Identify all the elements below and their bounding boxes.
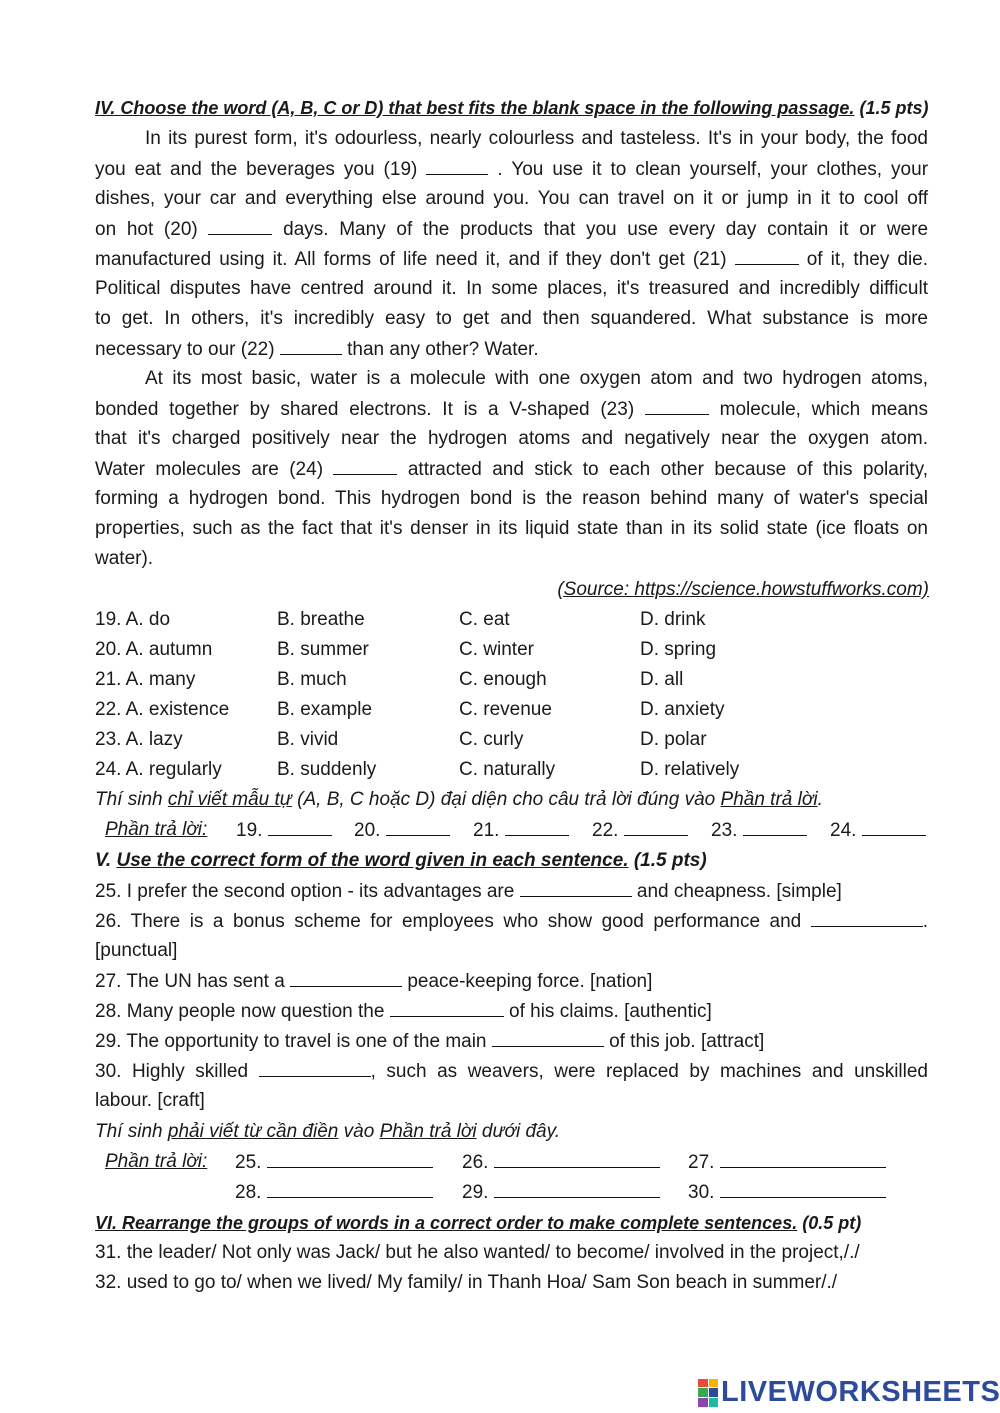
passage-line-12: Water molecules are (24) attracted and stick to each other because of this polarity,: [95, 459, 928, 480]
item-26-hint: [punctual]: [95, 940, 178, 961]
logo-text: LIVEWORKSHEETS: [721, 1376, 1000, 1408]
liveworksheets-logo[interactable]: [698, 1376, 1000, 1409]
logo-grid-icon: [698, 1379, 718, 1407]
question-21-d: D. all: [640, 669, 684, 690]
question-22-d: D. anxiety: [640, 699, 725, 720]
item-28: 28. Many people now question the of his claims. [authentic]: [95, 1001, 712, 1022]
passage-line-9: At its most basic, water is a molecule with one oxygen atom and two hydrogen atoms,: [145, 368, 928, 389]
question-20-a: 20. A. autumn: [95, 639, 213, 660]
item-27: 27. The UN has sent a peace-keeping force. [nation]: [95, 971, 653, 992]
answer-22: 22.: [592, 819, 688, 842]
passage-line-7: to get. In others, it's incredibly easy to get and then squandered. What substance is more: [95, 308, 928, 329]
question-19-a: 19. A. do: [95, 609, 171, 630]
passage-line-8: necessary to our (22) than any other? Water.: [95, 339, 539, 360]
item-29: 29. The opportunity to travel is one of the main of this job. [attract]: [95, 1031, 765, 1052]
blank-24[interactable]: [333, 458, 397, 475]
passage-line-5: manufactured using it. All forms of life need it, and if they don't get (21) of it, they die.: [95, 249, 929, 270]
answer-26-input[interactable]: [494, 1151, 660, 1168]
item-26: 26. There is a bonus scheme for employees who show good performance and .: [95, 911, 929, 932]
blank-19[interactable]: [426, 158, 488, 175]
section5-title: V. Use the correct form of the word given in each sentence. (1.5 pts): [95, 850, 707, 871]
question-20-c: C. winter: [459, 639, 534, 660]
answer-19: 19.: [236, 819, 332, 842]
passage-line-2: you eat and the beverages you (19) . You use it to clean yourself, your clothes, your: [95, 159, 929, 180]
answer-27: 27.: [688, 1151, 886, 1174]
answer-30: 30.: [688, 1181, 886, 1204]
passage-source: (Source: https://science.howstuffworks.com): [557, 579, 929, 600]
passage-line-6: Political disputes have centred around it. In some places, it's treasured and incredibly difficult: [95, 278, 928, 299]
blank-26[interactable]: [811, 910, 923, 927]
answer-21: 21.: [473, 819, 569, 842]
question-19-d: D. drink: [640, 609, 706, 630]
item-30: 30. Highly skilled , such as weavers, were replaced by machines and unskilled: [95, 1061, 928, 1082]
answer-21-input[interactable]: [505, 819, 569, 836]
blank-20[interactable]: [208, 218, 272, 235]
blank-25[interactable]: [520, 880, 632, 897]
question-19-c: C. eat: [459, 609, 510, 630]
blank-23[interactable]: [645, 398, 709, 415]
answer-24: 24.: [830, 819, 926, 842]
section4-instruction: Thí sinh chỉ viết mẫu tự (A, B, C hoặc D) đại diện cho câu trả lời đúng vào Phần trả lời.: [95, 789, 823, 810]
question-23-d: D. polar: [640, 729, 707, 750]
question-23-a: 23. A. lazy: [95, 729, 183, 750]
passage-line-10: bonded together by shared electrons. It is a V-shaped (23) molecule, which means: [95, 399, 929, 420]
question-19-b: B. breathe: [277, 609, 365, 630]
answer-23: 23.: [711, 819, 807, 842]
question-24-d: D. relatively: [640, 759, 740, 780]
section5-instruction: Thí sinh phải viết từ cần điền vào Phần trả lời dưới đây.: [95, 1121, 560, 1142]
answer-26: 26.: [462, 1151, 660, 1174]
question-22-a: 22. A. existence: [95, 699, 230, 720]
answer-29: 29.: [462, 1181, 660, 1204]
answer-30-input[interactable]: [720, 1181, 886, 1198]
blank-27[interactable]: [290, 970, 402, 987]
question-24-c: C. naturally: [459, 759, 556, 780]
section6-title: VI. Rearrange the groups of words in a correct order to make complete sentences. (0.5 pt): [95, 1213, 862, 1233]
answer-22-input[interactable]: [624, 819, 688, 836]
item-25: 25. I prefer the second option - its advantages are and cheapness. [simple]: [95, 881, 842, 902]
answer-25: 25.: [235, 1151, 433, 1174]
question-23-b: B. vivid: [277, 729, 339, 750]
question-22-c: C. revenue: [459, 699, 552, 720]
question-20-d: D. spring: [640, 639, 717, 660]
answer-25-input[interactable]: [267, 1151, 433, 1168]
question-23-c: C. curly: [459, 729, 524, 750]
blank-21[interactable]: [735, 248, 799, 265]
passage-line-11: that it's charged positively near the hydrogen atoms and negatively near the oxygen atom.: [95, 428, 928, 449]
question-21-c: C. enough: [459, 669, 547, 690]
question-24-b: B. suddenly: [277, 759, 377, 780]
section4-title: IV. Choose the word (A, B, C or D) that best fits the blank space in the following passage. (1.5 pts): [95, 98, 929, 118]
passage-line-4: on hot (20) days. Many of the products that you use every day contain it or were: [95, 219, 929, 240]
answer-24-input[interactable]: [862, 819, 926, 836]
answer-label-5: Phần trả lời:: [105, 1151, 208, 1172]
answer-28-input[interactable]: [267, 1181, 433, 1198]
passage-line-13: forming a hydrogen bond. This hydrogen bond is the reason behind many of water's special: [95, 488, 928, 509]
blank-30[interactable]: [259, 1060, 371, 1077]
blank-22[interactable]: [280, 338, 342, 355]
question-21-a: 21. A. many: [95, 669, 196, 690]
answer-28: 28.: [235, 1181, 433, 1204]
passage-line-14: properties, such as the fact that it's denser in its liquid state than in its solid state (ice floats on: [95, 518, 928, 539]
passage-line-3: dishes, your car and everything else around you. You can travel on it or jump in it to cool off: [95, 188, 928, 209]
item-31: 31. the leader/ Not only was Jack/ but he also wanted/ to become/ involved in the project,/./: [95, 1242, 860, 1263]
item-30-hint: labour. [craft]: [95, 1090, 205, 1111]
blank-28[interactable]: [390, 1000, 504, 1017]
passage-line-1: In its purest form, it's odourless, nearly colourless and tasteless. It's in your body, the food: [145, 128, 928, 149]
question-24-a: 24. A. regularly: [95, 759, 222, 780]
question-20-b: B. summer: [277, 639, 369, 660]
answer-27-input[interactable]: [720, 1151, 886, 1168]
question-21-b: B. much: [277, 669, 347, 690]
answer-20: 20.: [354, 819, 450, 842]
answer-23-input[interactable]: [743, 819, 807, 836]
blank-29[interactable]: [492, 1030, 604, 1047]
item-32: 32. used to go to/ when we lived/ My family/ in Thanh Hoa/ Sam Son beach in summer/./: [95, 1272, 838, 1293]
question-22-b: B. example: [277, 699, 373, 720]
answer-label-4: Phần trả lời:: [105, 819, 208, 840]
passage-line-15: water).: [95, 548, 154, 569]
answer-29-input[interactable]: [494, 1181, 660, 1198]
answer-19-input[interactable]: [268, 819, 332, 836]
answer-20-input[interactable]: [386, 819, 450, 836]
